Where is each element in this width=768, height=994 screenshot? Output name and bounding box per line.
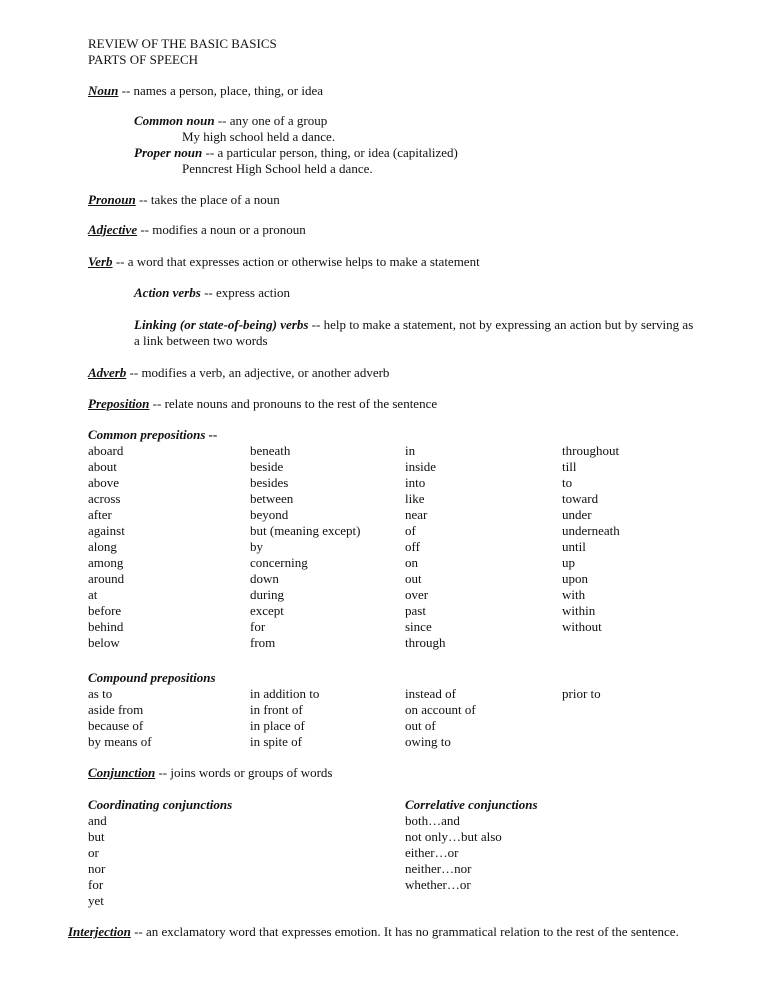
verb-term: Verb [88, 254, 113, 269]
adverb-entry [88, 365, 389, 381]
interjection-term: Interjection [68, 924, 131, 939]
linking-verbs-definition-cont: a link between two words [134, 333, 268, 348]
noun-term: Noun [88, 83, 119, 98]
word-list-item: through [405, 635, 446, 650]
word-column [88, 686, 152, 750]
adjective-entry [88, 222, 306, 238]
conjunction-item: not only…but also [405, 829, 502, 844]
conjunction-entry [88, 765, 333, 781]
word-list-item: toward [562, 491, 599, 506]
word-column [250, 443, 360, 651]
word-list-item: until [562, 539, 586, 554]
word-list-item: behind [88, 619, 124, 634]
word-list-item: between [250, 491, 294, 506]
proper-noun-definition: -- a particular person, thing, or idea (capitalized) [202, 145, 458, 160]
word-list-item: to [562, 475, 573, 490]
word-list-item: below [88, 635, 120, 650]
adverb-definition: -- modifies a verb, an adjective, or another adverb [126, 365, 390, 380]
conjunction-item: and [88, 813, 107, 828]
word-list-item: throughout [562, 443, 620, 458]
conjunction-item: nor [88, 861, 106, 876]
conjunction-definition: -- joins words or groups of words [155, 765, 333, 780]
conjunction-list [405, 813, 502, 893]
word-list-item: besides [250, 475, 289, 490]
proper-noun-term: Proper noun [134, 145, 203, 160]
word-list-item: under [562, 507, 592, 522]
word-list-item: down [250, 571, 279, 586]
linking-verbs-entry [134, 317, 693, 333]
word-list-item: owing to [405, 734, 451, 749]
action-verbs-definition: -- express action [200, 285, 290, 300]
word-list-item: near [405, 507, 428, 522]
preposition-entry [88, 396, 437, 412]
word-list-item: concerning [250, 555, 308, 570]
word-list-item: for [250, 619, 266, 634]
common-noun-definition: -- any one of a group [214, 113, 328, 128]
word-list-item: after [88, 507, 112, 522]
word-list-item: among [88, 555, 124, 570]
proper-noun-entry [134, 145, 458, 161]
word-list-item: within [562, 603, 596, 618]
conjunction-item: whether…or [405, 877, 471, 892]
coordinating-conjunctions-heading: Coordinating conjunctions [88, 797, 233, 812]
word-list-item: against [88, 523, 125, 538]
noun-definition: -- names a person, place, thing, or idea [118, 83, 324, 98]
word-list-item: upon [562, 571, 588, 586]
document-subtitle: PARTS OF SPEECH [88, 52, 199, 67]
word-list-item: aboard [88, 443, 124, 458]
word-list-item: with [562, 587, 586, 602]
word-list-item: at [88, 587, 98, 602]
linking-verbs-definition: -- help to make a statement, not by expressing an action but by serving as [308, 317, 694, 332]
common-noun-term: Common noun [134, 113, 215, 128]
interjection-definition: -- an exclamatory word that expresses emotion. It has no grammatical relation to the rest of the sentence. [130, 924, 679, 939]
word-column [562, 686, 601, 702]
conjunction-term: Conjunction [88, 765, 156, 780]
compound-prepositions-heading: Compound prepositions [88, 670, 216, 685]
word-list-item: inside [405, 459, 437, 474]
word-list-item: out [405, 571, 422, 586]
conjunction-item: both…and [405, 813, 460, 828]
conjunction-item: neither…nor [405, 861, 472, 876]
word-list-item: by means of [88, 734, 152, 749]
word-column [250, 686, 319, 750]
word-list-item: but (meaning except) [250, 523, 361, 538]
word-list-item: around [88, 571, 125, 586]
word-list-item: till [562, 459, 577, 474]
adjective-definition: -- modifies a noun or a pronoun [137, 222, 306, 237]
word-list-item: in spite of [250, 734, 302, 749]
word-list-item: off [405, 539, 420, 554]
common-noun-entry [134, 113, 327, 129]
word-list-item: beyond [250, 507, 289, 522]
word-list-item: as to [88, 686, 113, 701]
word-list-item: instead of [405, 686, 456, 701]
action-verbs-entry [134, 285, 290, 301]
word-list-item: on account of [405, 702, 476, 717]
word-list-item: across [88, 491, 121, 506]
word-list-item: prior to [562, 686, 601, 701]
word-list-item: about [88, 459, 117, 474]
word-list-item: over [405, 587, 429, 602]
pronoun-entry [88, 192, 280, 208]
word-list-item: in addition to [250, 686, 320, 701]
conjunction-item: either…or [405, 845, 459, 860]
word-list-item: before [88, 603, 122, 618]
word-list-item: beside [250, 459, 284, 474]
common-noun-example: My high school held a dance. [182, 129, 336, 144]
preposition-definition: -- relate nouns and pronouns to the rest of the sentence [149, 396, 438, 411]
common-prepositions-heading: Common prepositions -- [88, 427, 218, 442]
word-column [88, 443, 125, 651]
word-list-item: since [405, 619, 432, 634]
interjection-entry [68, 924, 679, 940]
word-list-item: underneath [562, 523, 620, 538]
document-title: REVIEW OF THE BASIC BASICS [88, 36, 277, 51]
preposition-term: Preposition [88, 396, 150, 411]
word-column [405, 686, 476, 750]
word-list-item: during [250, 587, 284, 602]
pronoun-definition: -- takes the place of a noun [135, 192, 280, 207]
pronoun-term: Pronoun [88, 192, 136, 207]
adverb-term: Adverb [88, 365, 127, 380]
word-list-item: up [562, 555, 575, 570]
word-list-item: in front of [250, 702, 303, 717]
word-list-item: on [405, 555, 418, 570]
adjective-term: Adjective [88, 222, 138, 237]
word-list-item: into [405, 475, 426, 490]
conjunction-item: for [88, 877, 104, 892]
word-list-item: past [405, 603, 426, 618]
conjunction-item: or [88, 845, 99, 860]
word-list-item: except [250, 603, 284, 618]
word-list-item: in [405, 443, 416, 458]
word-list-item: in place of [250, 718, 305, 733]
word-list-item: because of [88, 718, 144, 733]
conjunction-item: but [88, 829, 105, 844]
conjunction-list [88, 813, 107, 909]
proper-noun-example: Penncrest High School held a dance. [182, 161, 373, 176]
verb-entry [88, 254, 480, 270]
correlative-conjunctions-heading: Correlative conjunctions [405, 797, 538, 812]
verb-definition: -- a word that expresses action or otherwise helps to make a statement [112, 254, 480, 269]
word-list-item: above [88, 475, 120, 490]
linking-verbs-term: Linking (or state-of-being) verbs [134, 317, 309, 332]
word-list-item: out of [405, 718, 436, 733]
word-column [562, 443, 620, 635]
word-list-item: from [250, 635, 276, 650]
word-list-item: without [562, 619, 602, 634]
conjunction-item: yet [88, 893, 104, 908]
word-list-item: by [250, 539, 263, 554]
word-list-item: of [405, 523, 416, 538]
action-verbs-term: Action verbs [134, 285, 201, 300]
word-list-item: along [88, 539, 117, 554]
noun-entry [88, 83, 323, 99]
word-list-item: beneath [250, 443, 291, 458]
word-list-item: like [405, 491, 425, 506]
word-column [405, 443, 445, 651]
word-list-item: aside from [88, 702, 144, 717]
